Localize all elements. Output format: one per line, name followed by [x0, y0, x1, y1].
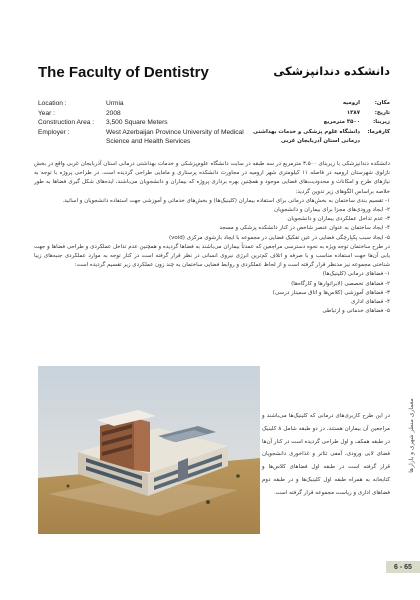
list-item: ۵- ایجاد سبب پکپارچگی فضایی در عین تفکیک فضایی در مجموعه با ایجاد بازشوی مرکزی (void)	[169, 234, 390, 241]
info-value: Urmia	[106, 100, 124, 107]
info-row-employer-fa	[240, 128, 390, 147]
list-item: ۲- ایجاد ورودی‌های مجزا برای بیماران و دانشجویان	[274, 207, 390, 214]
info-value: West Azerbaijan Province University of Medical Science and Health Services	[106, 128, 244, 146]
mid-paragraph: در طرح ساختمان توجه ویژه به نحوه دسترسی مراجعین که عمدتاً بیماران می‌باشند به فضاها گردیده و همچنین عدم تداخل عملکردی و طراحی فضاها و جهت یابی آن‌ها جهت استفاده مناسب و با صرفه و اتلاف کم‌ترین انرژی نیروی انسانی در نظر قرار گرفته است در کنار توجه به موارد عملکردی جنبه‌های زیبا شناختی مجموعه نیز مدنظر قرار گرفته است و از لحاظ عملکردی و روابط فضایی ساختمان به چند زون عملکردی زیر تقسیم گردیده است:	[34, 243, 390, 269]
functional-zones-list	[34, 270, 390, 316]
project-info-english	[38, 99, 248, 147]
list-item: ۱- فضاهای درمانی (کلینیک‌ها)	[322, 271, 390, 278]
info-row-location	[38, 99, 248, 109]
info-key: کارفرما:	[367, 128, 390, 135]
info-key: Construction Area :	[38, 119, 95, 127]
list-item: ۴- فضاهای اداری	[351, 299, 390, 306]
page-number-badge: 6 - 65	[386, 561, 420, 573]
list-item: ۳- عدم تداخل عملکردی بیماران و دانشجویان	[287, 216, 390, 223]
list-item: ۵- فضاهای خدماتی و ارتباطی	[322, 308, 390, 315]
body-text	[34, 160, 390, 316]
info-row-year-fa	[240, 109, 390, 119]
vertical-section-label	[406, 340, 416, 530]
info-value: 3,500 Square Meters	[106, 119, 168, 127]
list-item: ۳- فضاهای آموزشی (کلاس‌ها و اتاق سمینار درسی)	[272, 289, 390, 296]
info-row-employer	[38, 128, 248, 147]
page-title-english: The Faculty of Dentistry	[38, 64, 209, 81]
info-row-location-fa	[240, 99, 390, 109]
building-render-image	[38, 366, 260, 534]
vertical-label-text: معماری منظر شهری و بازارها	[407, 397, 415, 473]
page-title-persian: دانشکده دندانپزشکی	[273, 64, 390, 78]
info-row-area	[38, 118, 248, 128]
intro-paragraph: دانشکده دندانپزشکی با زیربنای ۳،۵۰۰ مترمربع در سه طبقه در سایت دانشگاه علوم‌پزشکی و خدمات بهداشتی درمانی استان آذربایجان غربی واقع در بخش نازلوی شهرستان ارومیه در فاصله ۱۱ کیلومتری شهر ارومیه در مجاورت دانشکده پرستاری و مامایی طراحی گردیده است. در طراحی پروژه با توجه به نیازهای طرح و امکانات و محدودیت‌های فضایی موجود و همچنین بهره برداری پروژه که بیماران و دانشجویان می‌باشند، ایده‌های شکل گیری فضاها به طور خلاصه براساس الگوهای زیر تدوین گردید:	[34, 161, 390, 195]
side-paragraph: در این طرح کاربری‌های درمانی که کلینیک‌ها می‌باشند و مراجعین آن بیماران هستند، در دو طبقه شامل ۸ کلینیک در طبقه همکف و اول طراحی گردیده است در کنار آن‌ها فضای لابی ورودی، آمفی تئاتر و غذاخوری دانشجویان قرار گرفته است در طبقه اول فضاهای کلاس‌ها و کتابخانه به همراه طبقه اول کلینیک‌ها و در طبقه دوم فضاهای اداری و ریاست مجموعه قرار گرفته است.	[262, 413, 390, 496]
info-value: دانشگاه علوم پزشکی و خدمات بهداشتی درمانی استان آذربایجان غربی	[253, 128, 360, 145]
list-item: ۴- ایجاد ساختمان به عنوان عنصر شاخص در کنار دانشکده پزشکی و مسجد	[219, 225, 390, 232]
info-value: ۳۵۰۰ مترمربع	[323, 119, 360, 126]
info-value: ارومیه	[342, 100, 360, 106]
info-row-area-fa	[240, 118, 390, 128]
info-key: زیربنا:	[373, 119, 390, 126]
list-item: ۲- فضاهای تخصصی (لابراتوارها و کارگاه‌ها)	[291, 280, 390, 287]
info-key: مکان:	[374, 100, 390, 106]
design-principles-list	[34, 197, 390, 243]
info-row-year	[38, 109, 248, 119]
list-item: ۱- تقسیم بندی ساختمان به بخش‌های درمانی برای استفاده بیماران (کلینیک‌ها) و بخش‌های خدماتی و آموزشی جهت استفاده دانشجویان و اساتید.	[62, 197, 390, 204]
info-key: تاریخ:	[374, 109, 390, 116]
project-info-persian	[240, 99, 390, 147]
info-key: Year :	[38, 109, 55, 117]
info-value: ۱۳۸۷	[346, 109, 360, 116]
info-key: Employer :	[38, 128, 70, 136]
info-key: Location :	[38, 100, 67, 107]
info-value: 2008	[106, 109, 121, 117]
